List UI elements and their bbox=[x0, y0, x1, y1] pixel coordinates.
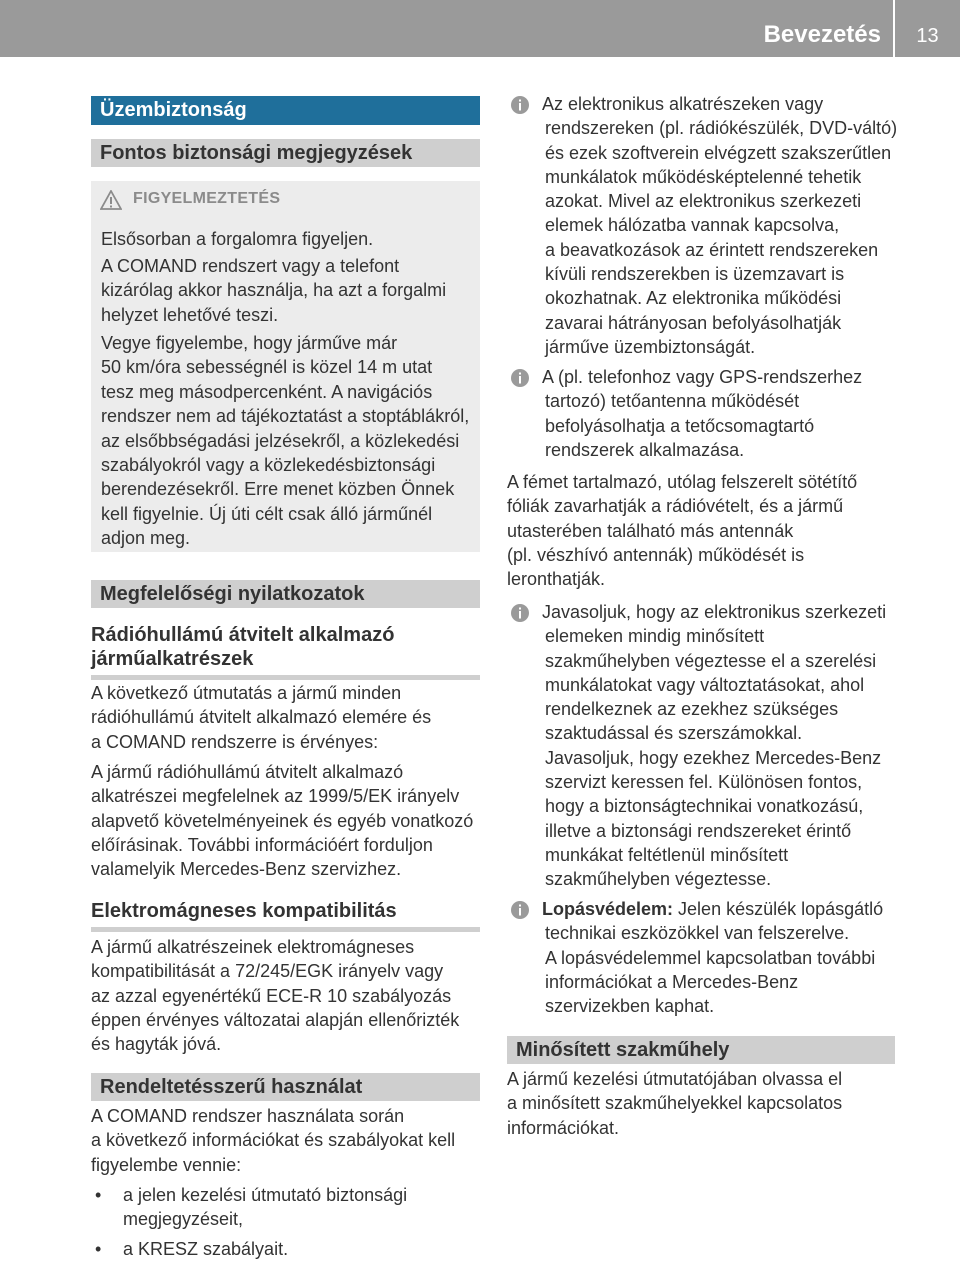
text-line: Az elektronikus alkatrészeken vagy bbox=[542, 94, 824, 114]
text-line: A lopásvédelemmel kapcsolatban további bbox=[545, 947, 876, 968]
text-line: a COMAND rendszerre is érvényes: bbox=[91, 731, 379, 752]
info-note-workshop bbox=[542, 600, 886, 892]
text-line: éppen érvényes változatai alapján ellenőrizték bbox=[91, 1009, 460, 1030]
bullet-icon: • bbox=[95, 1185, 102, 1205]
usage-paragraph bbox=[91, 1104, 455, 1177]
text-line: zavarai hátrányosan befolyásolhatják bbox=[545, 312, 842, 333]
info-note-electronics bbox=[542, 92, 897, 359]
text-line: járműve üzembiztonságát. bbox=[545, 336, 756, 357]
emc-paragraph bbox=[91, 935, 459, 1056]
text-line: A jármű rádióhullámú átvitelt alkalmazó bbox=[91, 762, 404, 782]
text-line: berendezésekről. Erre menet közben Önnek bbox=[101, 479, 455, 500]
text-line: utasterében található más antennák bbox=[507, 520, 794, 541]
text-line: megjegyzéseit, bbox=[123, 1209, 244, 1230]
info-icon bbox=[510, 368, 530, 388]
heading-underline bbox=[91, 927, 480, 932]
text-line: Elektromágneses kompatibilitás bbox=[91, 900, 397, 922]
text-line: fóliák zavarhatják a rádióvételt, és a jármű bbox=[507, 496, 844, 517]
text-line: járműalkatrészek bbox=[91, 648, 254, 670]
text-line: A következő útmutatás a jármű minden bbox=[91, 683, 402, 703]
text-line: A (pl. telefonhoz vagy GPS-rendszerhez bbox=[542, 367, 863, 387]
text-line: munkálatokat vagy változtatásokat, ahol bbox=[545, 674, 865, 695]
text-line: Elsősorban a forgalomra figyeljen. bbox=[101, 229, 374, 249]
text-line: adjon meg. bbox=[101, 528, 191, 549]
text-line: kell figyelnie. Új úti célt csak álló járműnél bbox=[101, 503, 433, 524]
list-item bbox=[123, 1183, 407, 1232]
text-line: rendszerek alkalmazása. bbox=[545, 439, 745, 460]
info-icon bbox=[510, 603, 530, 623]
heading-underline bbox=[91, 675, 480, 680]
subsection-heading: Fontos biztonsági megjegyzések bbox=[91, 139, 480, 167]
text-line: szakműhelyben végeztesse. bbox=[545, 869, 772, 890]
emc-heading bbox=[91, 899, 480, 932]
text-line: rendszer nem ad tájékoztatást a stoptáblákról, bbox=[101, 406, 470, 427]
text-line: A COMAND rendszert vagy a telefont bbox=[101, 256, 400, 276]
text-line: valamelyik Mercedes-Benz szervizhez. bbox=[91, 859, 402, 880]
text-line: hogy a biztonságtechnikai vonatkozású, bbox=[545, 796, 864, 817]
bullet-icon: • bbox=[95, 1239, 102, 1259]
text-line: az azzal egyenértékű ECE-R 10 szabályozás bbox=[91, 985, 452, 1006]
radio-heading bbox=[91, 623, 480, 680]
text-line: okozhatnak. Az elektronika működési bbox=[545, 288, 842, 309]
theft-protection-label: Lopásvédelem: bbox=[542, 899, 674, 919]
workshop-heading: Minősített szakműhely bbox=[507, 1036, 895, 1064]
text-line: a minősített szakműhelyekkel kapcsolatos bbox=[507, 1093, 843, 1114]
text-line: információkat a Mercedes-Benz bbox=[545, 971, 799, 992]
text-line: A jármű alkatrészeinek elektromágneses bbox=[91, 937, 415, 957]
text-line: helyzet lehetővé teszi. bbox=[101, 304, 279, 325]
text-line: 50 km/óra sebességnél is közel 14 m utat bbox=[101, 357, 433, 378]
page-number: 13 bbox=[916, 25, 939, 47]
section-title: Bevezetés bbox=[763, 21, 881, 48]
text-line: a következő információkat és szabályokat kell bbox=[91, 1130, 456, 1151]
text-line: azokat. Mivel az elektronikus szerkezeti bbox=[545, 191, 862, 212]
workshop-paragraph bbox=[507, 1067, 842, 1140]
text-line: Javasoljuk, hogy ezekhez Mercedes-Benz bbox=[545, 747, 882, 768]
text-line: rendelkeznek az ezekhez szükséges bbox=[545, 699, 839, 720]
page-header-bar bbox=[0, 0, 960, 57]
info-icon bbox=[510, 95, 530, 115]
text-line: tesz meg másodpercenként. A navigációs bbox=[101, 381, 433, 402]
text-line: szakműhelyben végeztesse el a szerelési bbox=[545, 650, 877, 671]
text-line: a beavatkozások az érintett rendszereken bbox=[545, 239, 879, 260]
text-line: A jármű kezelési útmutatójában olvassa el bbox=[507, 1069, 843, 1089]
text-line: alkatrészei megfelelnek az 1999/5/EK irányelv bbox=[91, 786, 460, 807]
radio-paragraph-2 bbox=[91, 760, 473, 881]
text-line: technikai eszközökkel van felszerelve. bbox=[545, 923, 850, 944]
text-line: Vegye figyelembe, hogy járműve már bbox=[101, 333, 398, 353]
text-line: rendszereken (pl. rádiókészülék, DVD-váltó) bbox=[545, 118, 898, 139]
text-line: rádióhullámú átvitelt alkalmazó elemére és bbox=[91, 707, 432, 728]
text-line: a jelen kezelési útmutató biztonsági bbox=[123, 1185, 408, 1205]
text-line: szervizt keressen fel. Különösen fontos, bbox=[545, 772, 863, 793]
text-line: az elsőbbségadási jelzésekről, a közlekedési bbox=[101, 430, 460, 451]
section-heading: Üzembiztonság bbox=[91, 96, 480, 125]
text-line: (pl. vészhívó antennák) működését is bbox=[507, 544, 805, 565]
text-line: figyelembe vennie: bbox=[91, 1154, 242, 1175]
text-line bbox=[542, 897, 883, 921]
foil-paragraph bbox=[507, 470, 857, 591]
text-line: befolyásolhatja a tetőcsomagtartó bbox=[545, 415, 815, 436]
info-note-theft-protection bbox=[542, 897, 883, 1018]
warning-paragraph-1 bbox=[101, 227, 373, 251]
text-line: Rádióhullámú átvitelt alkalmazó bbox=[91, 624, 395, 646]
text-line: kompatibilitását a 72/245/EGK irányelv vagy bbox=[91, 961, 444, 982]
usage-heading: Rendeltetésszerű használat bbox=[91, 1073, 480, 1101]
text-line: kizárólag akkor használja, ha azt a forgalmi bbox=[101, 280, 447, 301]
text-line: A fémet tartalmazó, utólag felszerelt sötétítő bbox=[507, 472, 858, 492]
info-note-antenna bbox=[542, 365, 862, 462]
text-line: szabályokról vagy a közlekedésbiztonsági bbox=[101, 455, 436, 476]
text-line: és hagyták jóvá. bbox=[91, 1034, 222, 1055]
text-line: alapvető követelményeinek és egyéb vonatkozó bbox=[91, 810, 474, 831]
text-line: A COMAND rendszer használata során bbox=[91, 1106, 405, 1126]
text-line: és ezek szoftverein elvégzett szakszerűtlen bbox=[545, 142, 892, 163]
text-line: a KRESZ szabályait. bbox=[123, 1239, 289, 1259]
text-line: kívüli rendszerekben is üzemzavart is bbox=[545, 264, 845, 285]
list-item bbox=[123, 1237, 288, 1261]
radio-paragraph-1 bbox=[91, 681, 431, 754]
warning-paragraph-2 bbox=[101, 254, 446, 327]
text-line: elemek hálózatba vannak kapcsolva, bbox=[545, 215, 840, 236]
warning-label: FIGYELMEZTETÉS bbox=[133, 190, 281, 207]
text-line: tartozó) tetőantenna működését bbox=[545, 391, 800, 412]
warning-triangle-icon bbox=[100, 190, 122, 210]
warning-paragraph-3 bbox=[101, 331, 469, 551]
text-line: Javasoljuk, hogy az elektronikus szerkezeti bbox=[542, 602, 887, 622]
info-icon bbox=[510, 900, 530, 920]
text-line: előírásinak. További információért forduljon bbox=[91, 834, 433, 855]
conformity-heading: Megfelelőségi nyilatkozatok bbox=[91, 580, 480, 608]
text-line: szervizekben kaphat. bbox=[545, 996, 715, 1017]
text-line: információkat. bbox=[507, 1117, 620, 1138]
text-line: munkákat feltétlenül minősített bbox=[545, 844, 789, 865]
text-line: illetve a biztonsági rendszereket érintő bbox=[545, 820, 852, 841]
text-span: Jelen készülék lopásgátló bbox=[673, 899, 884, 919]
text-line: munkálatok működésképtelenné tehetik bbox=[545, 166, 862, 187]
text-line: szaktudással és szerszámokkal. bbox=[545, 723, 803, 744]
text-line: elemeken mindig minősített bbox=[545, 626, 765, 647]
text-line: leronthatják. bbox=[507, 569, 606, 590]
